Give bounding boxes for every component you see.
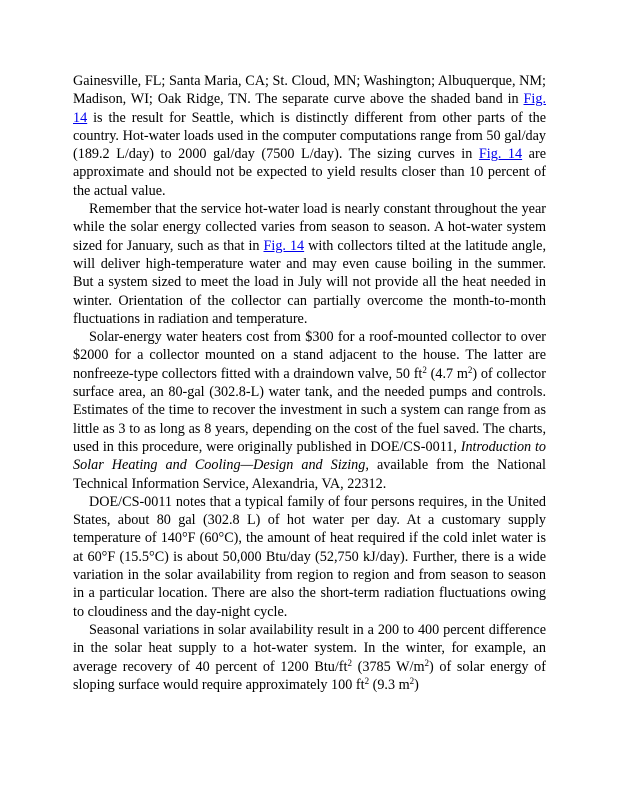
superscript: 2 (409, 675, 415, 686)
paragraph-3-text-c: ) of collector surface area, an 80-gal (302.8-L) water tank, and the needed pumps and controls. Estimates of the time to recover the investment in such a system can range from as little as 3 to as long as 8 years, depending on the cost of the fuel saved. The charts, used in this procedure, were originally published in DOE/CS-0011, (73, 365, 547, 455)
superscript: 2 (347, 657, 352, 668)
fig-14-link-2[interactable]: Fig. 14 (478, 146, 523, 163)
superscript: 2 (422, 364, 427, 375)
document-page (73, 72, 546, 694)
paragraph-5-text-d: (9.3 m (369, 676, 410, 693)
fig-14-link-3[interactable]: Fig. 14 (263, 237, 305, 254)
paragraph-3-text-b: (4.7 m (426, 365, 468, 382)
paragraph-3-text-d: available from the National Technical Information Service, Alexandria, VA, 22312. (73, 457, 546, 492)
paragraph-1 (73, 72, 546, 200)
paragraph-1-text-b: is the result for Seattle, which is distinctly different from other parts of the country. Hot-water loads used in the computer computations range from 50 gal/day (189.2 L/day) to 2000 gal/day (7500 L/day). The sizing curves in (73, 109, 546, 163)
paragraph-3 (73, 328, 546, 493)
paragraph-5-text-b: (3785 W/m (351, 658, 425, 675)
superscript: 2 (467, 364, 473, 375)
paragraph-1-text-c: are approximate and should not be expected to yield results closer than 10 percent of the actual value. (73, 146, 546, 199)
paragraph-2 (73, 200, 546, 328)
paragraph-5 (73, 621, 546, 694)
paragraph-2-text-a: Remember that the service hot-water load is nearly constant throughout the year while the solar energy collected varies from season to season. A hot-water system sized for January, such as that in (73, 201, 546, 254)
paragraph-1-text-a: Gainesville, FL; Santa Maria, CA; St. Cloud, MN; Washington; Albuquerque, NM; Madison, WI; Oak Ridge, TN. The separate curve above the shaded band in (73, 73, 546, 108)
paragraph-5-text-a: Seasonal variations in solar availability result in a 200 to 400 percent difference in the solar heat supply to a hot-water system. In the winter, for example, an average recovery of 40 percent of 1200 Btu/ft (73, 621, 546, 675)
superscript: 2 (424, 657, 430, 668)
publication-title: Introduction to Solar Heating and Cooling—Design and Sizing, (73, 438, 546, 474)
paragraph-3-text-a: Solar-energy water heaters cost from $300 for a roof-mounted collector to over $2000 for a collector mounted on a stand adjacent to the house. The latter are nonfreeze-type collectors fitted with a draindown valve, 50 ft (73, 329, 546, 382)
paragraph-4-text-a: DOE/CS-0011 notes that a typical family of four persons requires, in the United States, about 80 gal (302.8 L) of hot water per day. At a customary supply temperature of 140°F (60°C), the amount of heat required if the cold inlet water is at 60°F (15.5°C) is about 50,000 Btu/day (52,750 kJ/day). Further, there is a wide variation in the solar availability from region to region and from season to season in a particular location. There are also the short-term radiation fluctuations owing to cloudiness and the day-night cycle. (73, 493, 546, 620)
paragraph-5-text-c: ) of solar energy of sloping surface would require approximately 100 ft (73, 658, 546, 693)
paragraph-2-text-b: with collectors tilted at the latitude angle, will deliver high-temperature water and may even cause boiling in the summer. But a system sized to meet the load in July will not provide all the heat needed in winter. Orientation of the collector can partially overcome the month-to-month fluctuations in radiation and temperature. (73, 237, 546, 327)
paragraph-5-text-e: ) (414, 676, 419, 693)
fig-14-link-1[interactable]: Fig. 14 (73, 91, 546, 126)
paragraph-4 (73, 493, 546, 621)
superscript: 2 (364, 675, 370, 686)
